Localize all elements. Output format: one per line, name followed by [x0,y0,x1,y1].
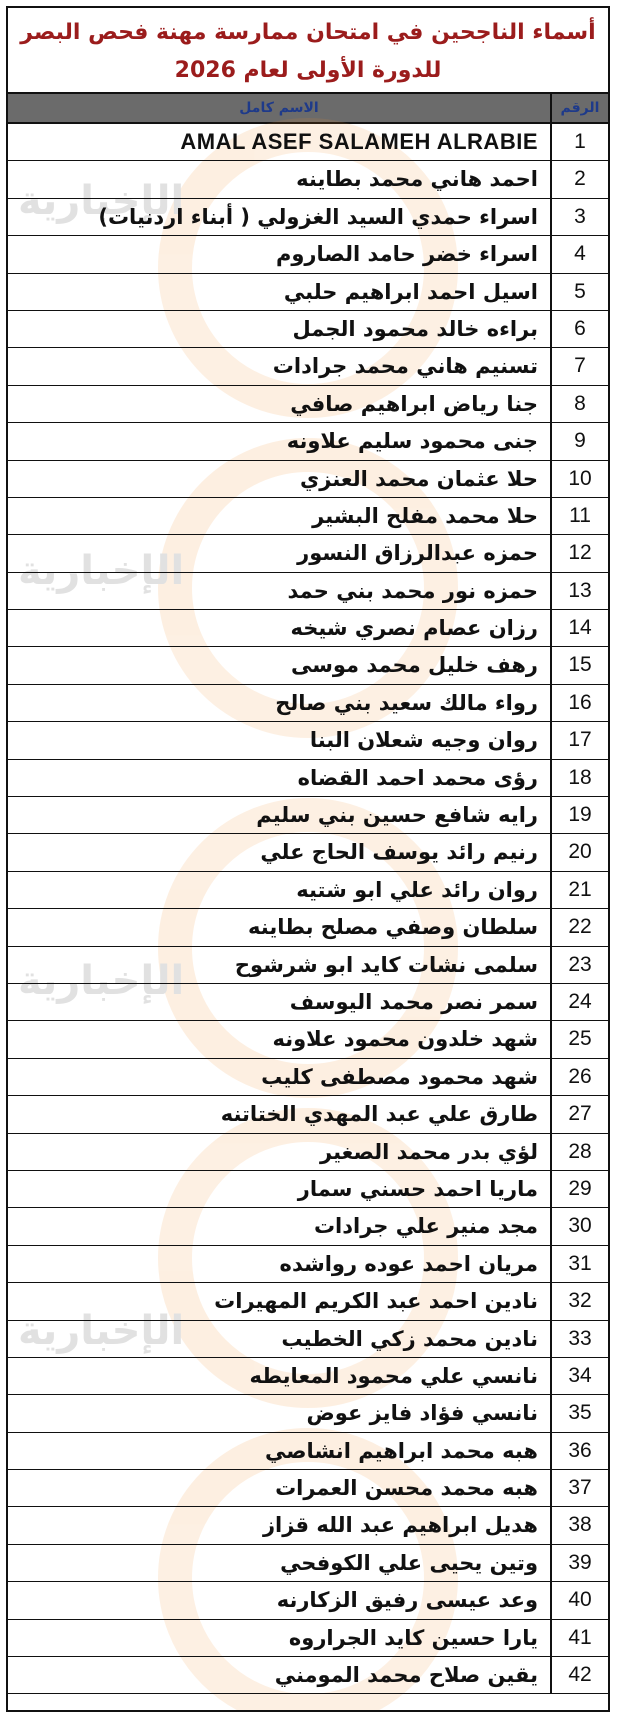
table-row [8,573,608,610]
row-name: هبه محمد ابراهيم انشاصي [265,1438,538,1463]
table-row [8,161,608,198]
row-name: روان وجيه شعلان البنا [309,728,538,753]
table-row [8,1246,608,1283]
table-row [8,947,608,984]
table-row [8,461,608,498]
row-name: مجد منير علي جرادات [313,1214,538,1239]
watermark-text-2: الإخبارية [18,548,185,594]
row-name: طارق علي عبد المهدي الختاتنه [220,1102,538,1127]
row-number: 41 [550,1620,608,1656]
watermark-text-1: الإخبارية [18,178,185,224]
row-name: سمر نصر محمد اليوسف [289,989,538,1014]
row-number: 23 [550,947,608,983]
row-name: رهف خليل محمد موسى [290,653,538,678]
title-line-1: أسماء الناجحين في امتحان ممارسة مهنة فحص البصر [20,20,596,45]
table-row [8,1171,608,1208]
row-number: 36 [550,1433,608,1469]
watermark-text-4: الإخبارية [18,1308,185,1354]
table-row [8,685,608,722]
row-name: يقين صلاح محمد المومني [274,1663,538,1688]
row-number: 38 [550,1507,608,1543]
row-number: 22 [550,909,608,945]
header-name: الاسم كامل [239,100,319,116]
table-body [8,124,608,1694]
row-number: 35 [550,1395,608,1431]
row-name: رؤى محمد احمد القضاه [297,765,538,790]
row-name: حمزه نور محمد بني حمد [287,578,538,603]
row-number: 14 [550,610,608,646]
row-name: يارا حسين كايد الجراروه [288,1625,538,1650]
table-row [8,834,608,871]
row-name: نادين احمد عبد الكريم المهيرات [214,1289,538,1314]
table-row [8,1321,608,1358]
row-name: احمد هاني محمد بطاينه [296,167,538,192]
row-number: 40 [550,1582,608,1618]
row-name: روان رائد علي ابو شتيه [296,877,538,902]
table-row [8,984,608,1021]
row-name: شهد خلدون محمود علاونه [272,1027,538,1052]
row-name: وعد عيسى رفيق الزكارنه [276,1588,538,1613]
row-number: 7 [550,348,608,384]
row-number: 28 [550,1134,608,1170]
row-name: حمزه عبدالرزاق النسور [297,541,538,566]
row-name: تسنيم هاني محمد جرادات [272,354,538,379]
row-number: 12 [550,535,608,571]
row-name: وتين يحيى علي الكوفحي [280,1550,538,1575]
table-row [8,1433,608,1470]
row-name: اسراء خضر حامد الصاروم [275,242,538,267]
row-name: اسيل احمد ابراهيم حلبي [283,279,538,304]
table-row [8,909,608,946]
row-number: 42 [550,1657,608,1693]
table-row [8,610,608,647]
row-name: ماريا احمد حسني سمار [297,1176,538,1201]
row-number: 2 [550,161,608,197]
table-row [8,1582,608,1619]
table-row [8,535,608,572]
table-row [8,199,608,236]
table-row [8,1507,608,1544]
row-name: رايه شافع حسين بني سليم [256,803,538,828]
row-number: 11 [550,498,608,534]
watermark-text-3: الإخبارية [18,958,185,1004]
row-number: 39 [550,1545,608,1581]
row-number: 20 [550,834,608,870]
row-name: سلمى نشات كايد ابو شرشوح [234,952,538,977]
row-name: هديل ابراهيم عبد الله قزاز [262,1513,538,1538]
row-name: AMAL ASEF SALAMEH ALRABIE [180,129,538,154]
table-row [8,1059,608,1096]
row-number: 37 [550,1470,608,1506]
row-number: 10 [550,461,608,497]
table-row [8,1395,608,1432]
row-number: 30 [550,1208,608,1244]
header-number: الرقم [550,94,608,122]
row-number: 15 [550,647,608,683]
table-row [8,1470,608,1507]
row-name: اسراء حمدي السيد الغزولي ( أبناء اردنيات) [98,204,538,229]
table-row [8,311,608,348]
row-number: 1 [550,124,608,160]
row-name: جنى محمود سليم علاونه [286,429,538,454]
row-name: لؤي بدر محمد الصغير [320,1139,538,1164]
table-row [8,760,608,797]
row-name: رواء مالك سعيد بني صالح [275,690,538,715]
table-header [8,94,608,124]
row-name: نانسي علي محمود المعايطه [249,1363,538,1388]
row-name: حلا محمد مفلح البشير [312,503,538,528]
row-number: 32 [550,1283,608,1319]
row-name: رنيم رائد يوسف الحاج علي [260,840,538,865]
page-title [8,8,608,94]
row-name: حلا عثمان محمد العنزي [300,466,538,491]
table-row [8,423,608,460]
row-number: 29 [550,1171,608,1207]
table-row [8,872,608,909]
row-number: 21 [550,872,608,908]
row-number: 3 [550,199,608,235]
row-name: سلطان وصفي مصلح بطاينه [248,915,538,940]
row-name: رزان عصام نصري شيخه [290,616,538,641]
table-row [8,348,608,385]
row-number: 34 [550,1358,608,1394]
row-number: 9 [550,423,608,459]
row-number: 31 [550,1246,608,1282]
results-table [6,6,610,1712]
row-name: نادين محمد زكي الخطيب [281,1326,538,1351]
table-row [8,1096,608,1133]
table-row [8,498,608,535]
row-number: 19 [550,797,608,833]
row-number: 17 [550,722,608,758]
row-name: براءه خالد محمود الجمل [292,316,538,341]
row-number: 25 [550,1021,608,1057]
row-number: 33 [550,1321,608,1357]
row-number: 4 [550,236,608,272]
title-line-2: للدورة الأولى لعام 2026 [174,58,442,83]
row-name: جنا رياض ابراهيم صافي [290,391,538,416]
row-number: 18 [550,760,608,796]
table-row [8,1283,608,1320]
row-number: 13 [550,573,608,609]
table-row [8,1358,608,1395]
table-row [8,236,608,273]
table-row [8,1134,608,1171]
table-row [8,1657,608,1694]
row-number: 27 [550,1096,608,1132]
table-row [8,1208,608,1245]
table-row [8,797,608,834]
table-row [8,1545,608,1582]
table-row [8,386,608,423]
row-name: هبه محمد محسن العمرات [275,1476,538,1501]
row-name: شهد محمود مصطفى كليب [261,1064,538,1089]
row-number: 16 [550,685,608,721]
row-number: 6 [550,311,608,347]
table-row [8,722,608,759]
table-row [8,274,608,311]
table-row [8,647,608,684]
row-number: 26 [550,1059,608,1095]
row-number: 5 [550,274,608,310]
row-name: مريان احمد عوده رواشده [279,1251,538,1276]
table-row [8,1620,608,1657]
row-number: 8 [550,386,608,422]
row-number: 24 [550,984,608,1020]
table-row [8,124,608,161]
table-row [8,1021,608,1058]
row-name: نانسي فؤاد فايز عوض [306,1401,538,1426]
